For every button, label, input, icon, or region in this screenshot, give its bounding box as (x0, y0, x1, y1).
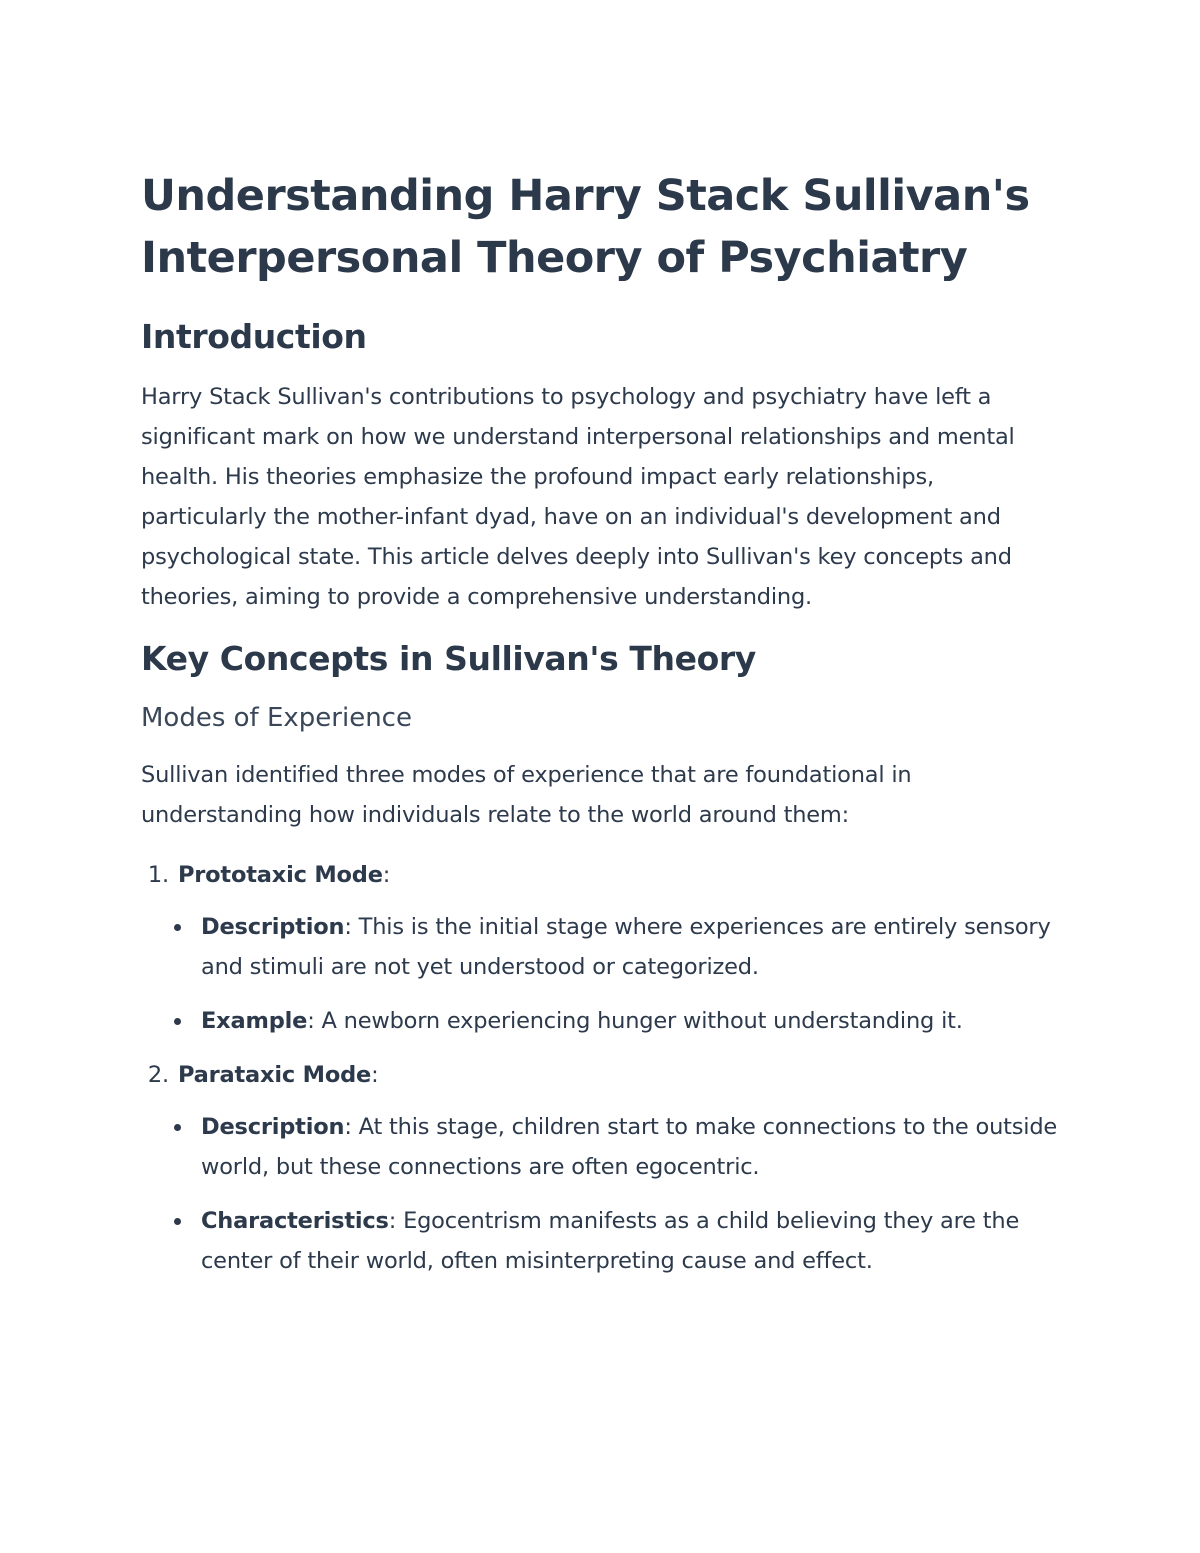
detail-item (171, 1107, 1061, 1187)
article-title-line-1: Understanding Harry Stack Sullivan's (141, 171, 1030, 221)
detail-label: Characteristics (201, 1208, 389, 1234)
mode-name: Parataxic Mode (177, 1062, 372, 1088)
mode-name-suffix: : (371, 1062, 379, 1088)
detail-text: : A newborn experiencing hunger without understanding it. (307, 1008, 963, 1034)
mode-title (171, 1055, 378, 1095)
bullet-icon (171, 1001, 201, 1041)
detail-item (171, 1201, 1061, 1281)
mode-number: 1. (147, 862, 169, 888)
mode-number: 2. (147, 1062, 169, 1088)
mode-details-list (141, 1107, 1061, 1281)
detail-item (171, 1001, 1061, 1041)
mode-item-prototaxic (141, 855, 1061, 1041)
bullet-icon (171, 1107, 201, 1187)
document-page (141, 165, 1061, 1295)
detail-label: Description (201, 914, 345, 940)
detail-item (171, 907, 1061, 987)
modes-of-experience-heading: Modes of Experience (141, 703, 412, 733)
modes-list (141, 855, 1061, 1281)
detail-body (201, 1107, 1061, 1187)
mode-details-list (141, 907, 1061, 1041)
detail-label: Example (201, 1008, 308, 1034)
introduction-heading: Introduction (141, 317, 367, 356)
bullet-icon (171, 907, 201, 987)
mode-name-suffix: : (382, 862, 391, 888)
mode-name: Prototaxic Mode (177, 862, 383, 888)
modes-of-experience-paragraph: Sullivan identified three modes of experience that are foundational in understanding how individuals relate to the world around them: (141, 762, 912, 828)
detail-text: : Egocentrism manifests as a child believing they are the center of their world, often misinterpreting cause and effect. (201, 1208, 1020, 1274)
article-title-line-2: Interpersonal Theory of Psychiatry (141, 233, 968, 283)
detail-label: Description (201, 1114, 345, 1140)
mode-title-row (141, 1055, 1061, 1095)
key-concepts-heading: Key Concepts in Sullivan's Theory (141, 639, 756, 678)
detail-text: : At this stage, children start to make connections to the outside world, but these connections are often egocentric. (201, 1114, 1058, 1180)
mode-item-parataxic (141, 1055, 1061, 1281)
detail-body (201, 1001, 1061, 1041)
bullet-icon (171, 1201, 201, 1281)
detail-text: : This is the initial stage where experiences are entirely sensory and stimuli are not yet understood or categorized. (201, 914, 1051, 980)
article-title (141, 165, 1061, 289)
detail-body (201, 907, 1061, 987)
mode-title (171, 855, 390, 895)
detail-body (201, 1201, 1061, 1281)
mode-title-row (141, 855, 1061, 895)
introduction-paragraph: Harry Stack Sullivan's contributions to psychology and psychiatry have left a significant mark on how we understand interpersonal relationships and mental health. His theories emphasize the profound impact early relationships, particularly the mother-infant dyad, have on an individual's development and psychological state. This article delves deeply into Sullivan's key concepts and theories, aiming to provide a comprehensive understanding. (141, 384, 1015, 610)
